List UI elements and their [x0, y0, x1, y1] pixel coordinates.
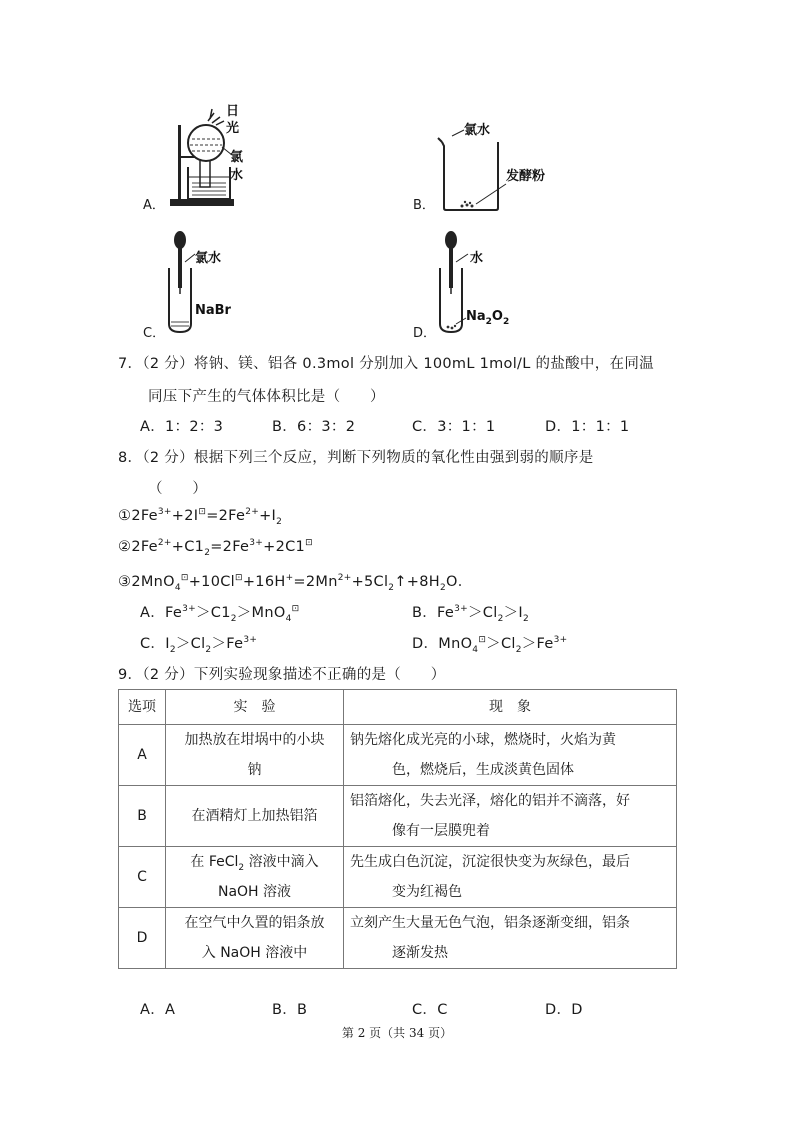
- beaker-diagram: [430, 120, 560, 215]
- table-header-row: [119, 690, 677, 725]
- test-tube-d-diagram: [436, 228, 536, 338]
- q8-stem-line1: 8．（2 分）根据下列三个反应，判断下列物质的氧化性由强到弱的顺序是: [118, 450, 594, 466]
- header-phenomenon: 现 象: [344, 690, 677, 725]
- q7-stem-line2: 同压下产生的气体体积比是（ ）: [148, 389, 385, 405]
- label-nabr: NaBr: [195, 303, 231, 318]
- q8-reaction-1: $①2Fe^{3+}+2I^⊡=2Fe^{2+}+I_2$: [118, 507, 283, 527]
- label-guang: 光: [226, 121, 240, 136]
- table-row: [119, 847, 677, 908]
- figure-c: [165, 228, 265, 342]
- page-footer: 第 2 页（共 34 页）: [341, 1026, 453, 1040]
- label-shui: 水: [230, 168, 244, 183]
- label-chlorine-water-c: 氯水: [195, 251, 222, 266]
- q7-option-a: A．1：2：3: [140, 419, 224, 435]
- row-experiment: 在酒精灯上加热铝箔: [166, 786, 344, 847]
- figure-d: [436, 228, 536, 342]
- q9-option-d: D．D: [545, 1002, 583, 1018]
- q9-stem: 9．（2 分）下列实验现象描述不正确的是（ ）: [118, 667, 446, 683]
- label-na2o2: $Na_2O_2$: [466, 309, 510, 327]
- label-ri: 日: [226, 104, 240, 119]
- row-phenomenon: 钠先熔化成光亮的小球，燃烧时，火焰为黄 色，燃烧后，生成淡黄色固体: [344, 725, 677, 786]
- table-row: [119, 908, 677, 969]
- row-key: D: [119, 908, 166, 969]
- figure-b-letter: B．: [413, 198, 435, 213]
- row-phenomenon: 铝箔熔化，失去光泽，熔化的铝并不滴落，好 像有一层膜兜着: [344, 786, 677, 847]
- table-row: [119, 725, 677, 786]
- figure-a-letter: A．: [143, 198, 165, 213]
- test-tube-c-diagram: [165, 228, 265, 338]
- table-row: [119, 786, 677, 847]
- label-water: 水: [470, 251, 484, 266]
- header-experiment: 实 验: [166, 690, 344, 725]
- row-phenomenon: 先生成白色沉淀，沉淀很快变为灰绿色，最后 变为红褐色: [344, 847, 677, 908]
- q9-option-a: A．A: [140, 1002, 176, 1018]
- figure-d-letter: D．: [413, 326, 437, 341]
- figure-b: [430, 120, 560, 219]
- q7-option-c: C．3：1：1: [412, 419, 496, 435]
- row-key: C: [119, 847, 166, 908]
- q9-option-b: B．B: [272, 1002, 308, 1018]
- row-experiment: 在 FeCl$_2$ 溶液中滴入 NaOH 溶液: [166, 847, 344, 908]
- q8-stem-line2: （ ）: [148, 481, 208, 497]
- label-baking-powder: 发酵粉: [506, 169, 546, 184]
- q9-option-c: C．C: [412, 1002, 448, 1018]
- figure-c-letter: C．: [143, 326, 166, 341]
- q9-table: [118, 689, 677, 969]
- row-key: A: [119, 725, 166, 786]
- row-phenomenon: 立刻产生大量无色气泡，铝条逐渐变细，铝条 逐渐发热: [344, 908, 677, 969]
- q8-option-c: C．$I_2>Cl_2>Fe^{3+}$: [140, 635, 258, 655]
- label-lv: 氯: [230, 150, 244, 165]
- label-chlorine-water: 氯水: [464, 123, 491, 138]
- q7-option-b: B．6：3：2: [272, 419, 356, 435]
- q8-option-a: A．$Fe^{3+}>C1_2>MnO_4^⊡$: [140, 604, 300, 624]
- row-experiment: 在空气中久置的铝条放 入 NaOH 溶液中: [166, 908, 344, 969]
- q7-option-d: D．1：1：1: [545, 419, 630, 435]
- row-experiment: 加热放在坩埚中的小块 钠: [166, 725, 344, 786]
- q8-reaction-3: $③2MnO_4^⊡+10Cl^⊡+16H^+=2Mn^{2+}+5Cl_2↑+8H_2O$．: [118, 573, 473, 593]
- header-option: 选项: [119, 690, 166, 725]
- q8-reaction-2: $②2Fe^{2+}+C1_2=2Fe^{3+}+2C1^⊡$: [118, 538, 313, 558]
- row-key: B: [119, 786, 166, 847]
- q8-option-d: D．$MnO_4^⊡>Cl_2>Fe^{3+}$: [412, 635, 568, 655]
- q8-option-b: B．$Fe^{3+}>Cl_2>I_2$: [412, 604, 530, 624]
- q7-stem-line1: 7．（2 分）将钠、镁、铝各 0.3mol 分别加入 100mL 1mol/L 的盐酸中，在同温: [118, 356, 654, 372]
